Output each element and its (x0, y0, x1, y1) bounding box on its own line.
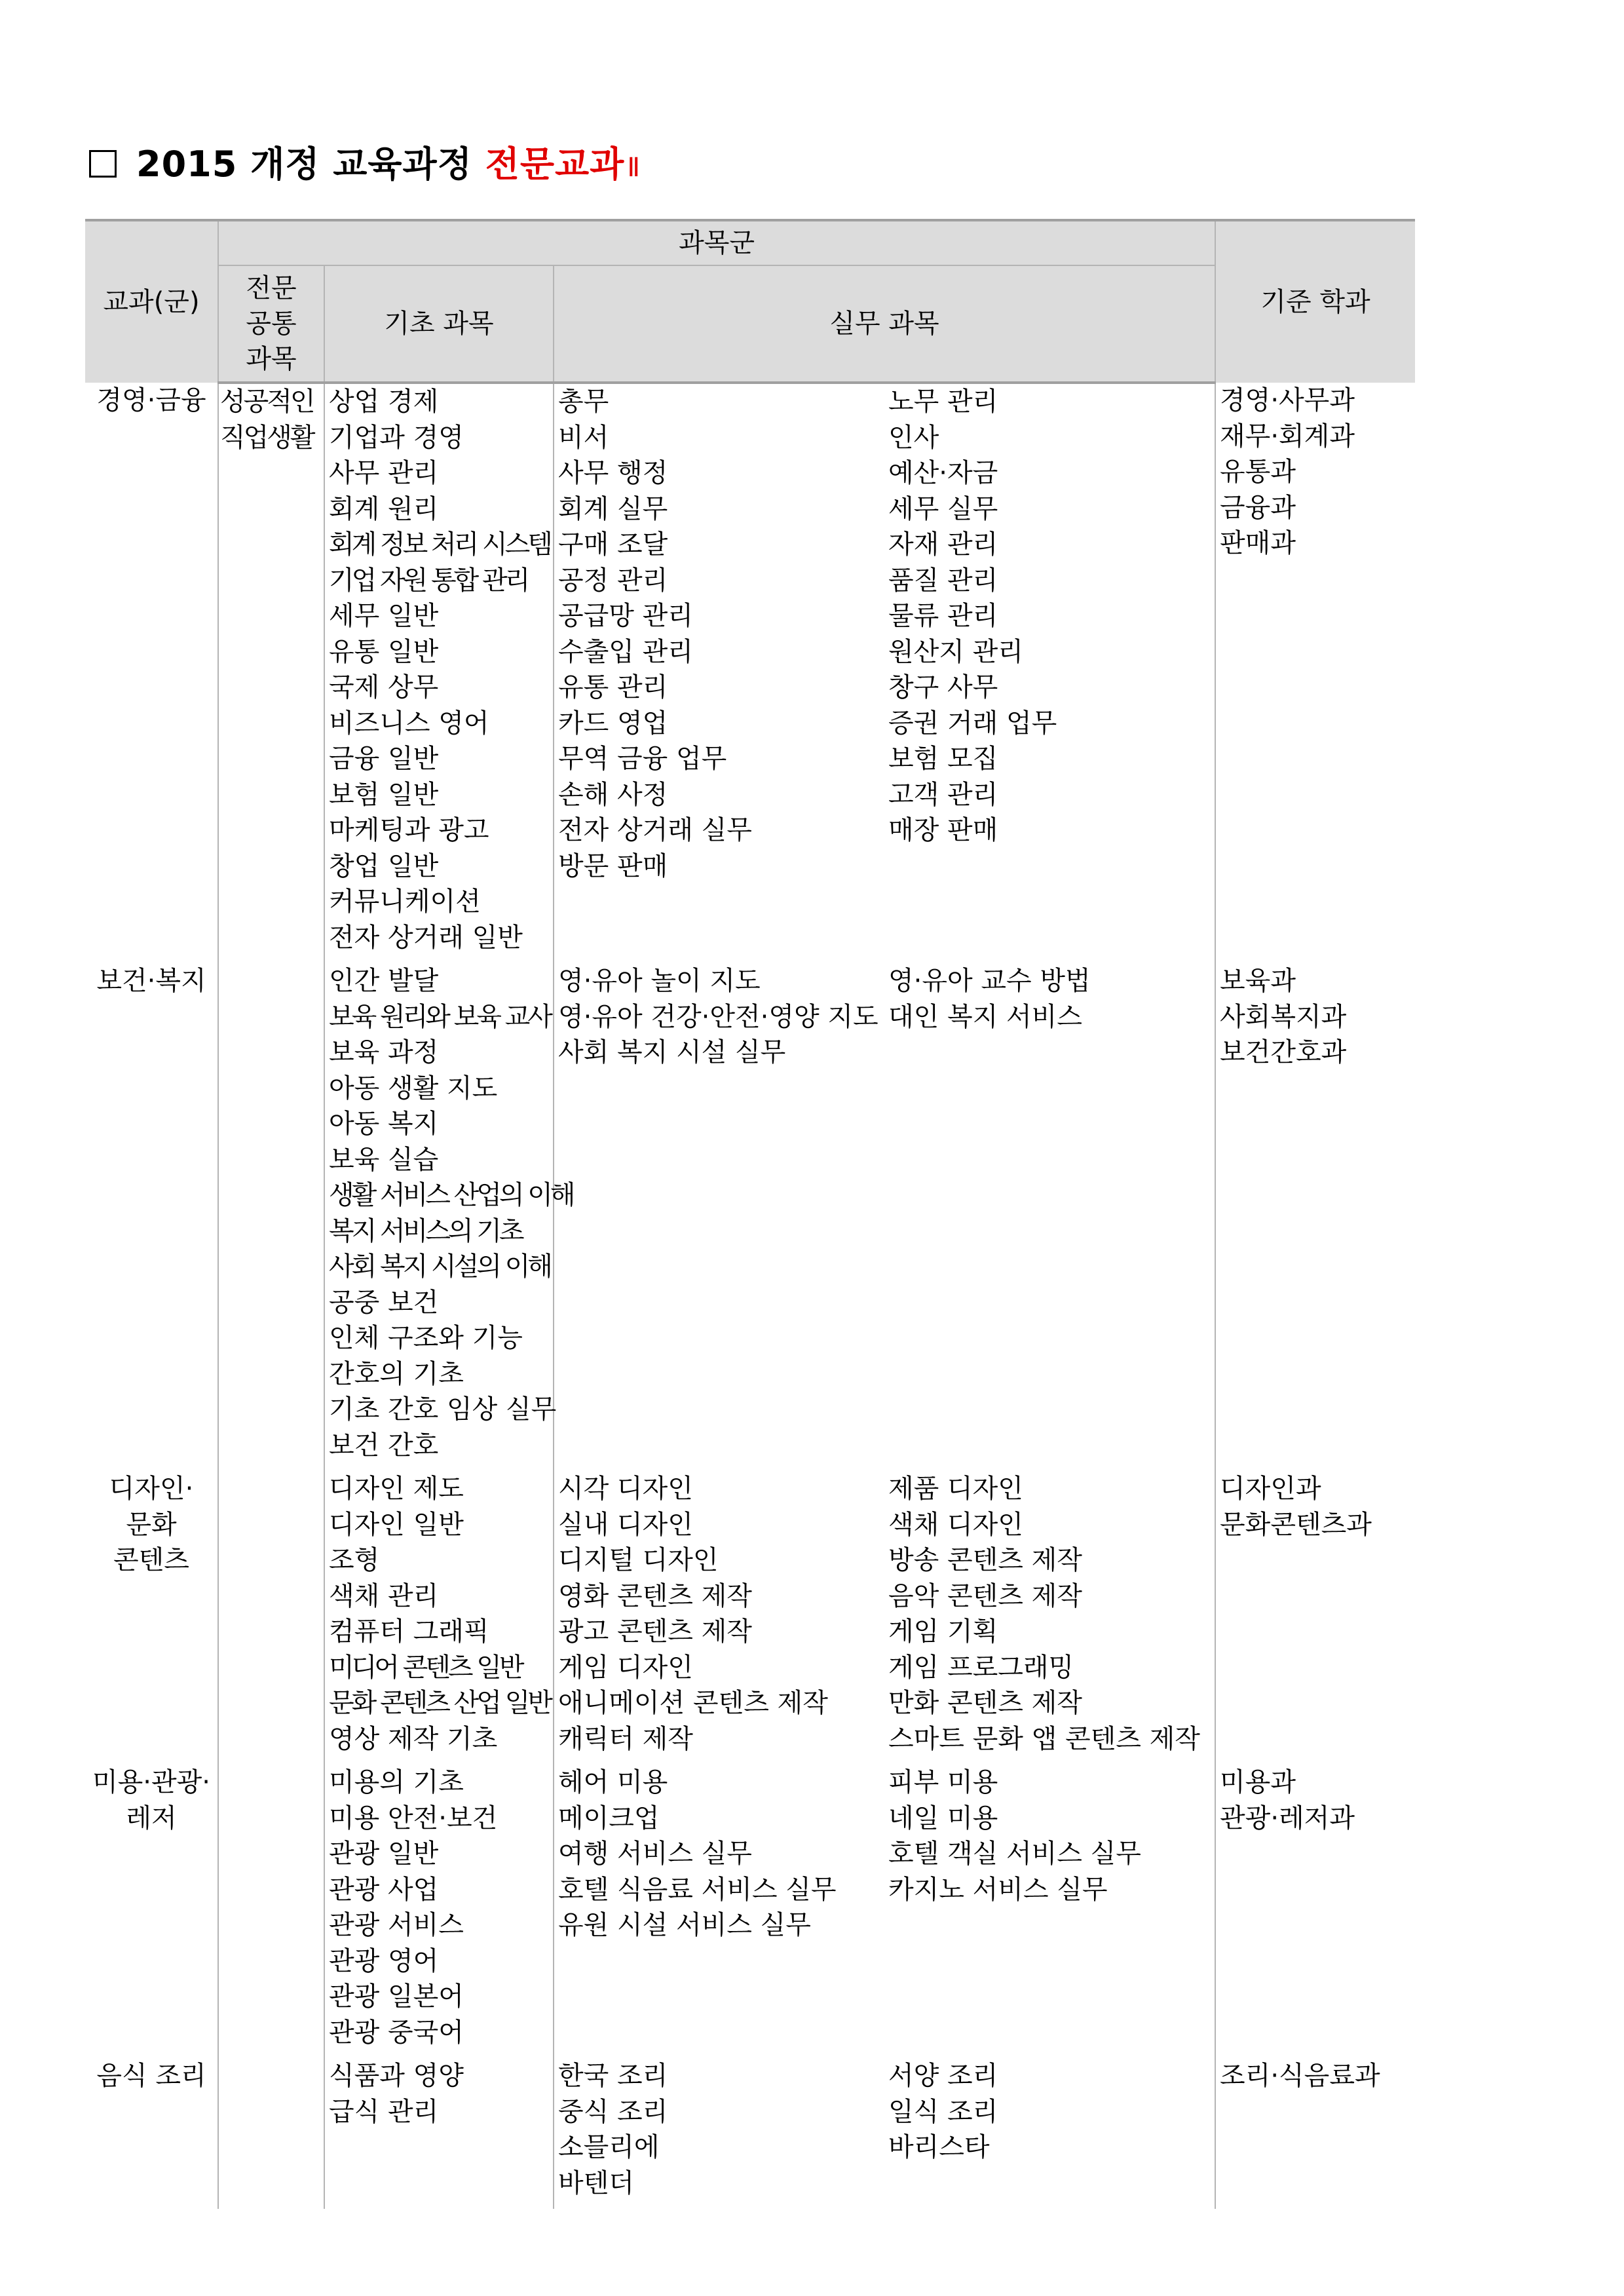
subject-item: 마케팅과 광고 (329, 815, 489, 845)
field-cell (85, 1471, 218, 1765)
table-row (85, 1471, 1415, 1765)
subject-item: 영·유아 놀이 지도 (558, 966, 761, 996)
field-cell (85, 963, 218, 1471)
subject-item: 보건 간호 (329, 1430, 439, 1461)
subject-item: 전자 상거래 실무 (558, 815, 752, 845)
subject-item: 색채 관리 (329, 1580, 439, 1611)
table-row (85, 383, 1415, 963)
common-subject-cell (218, 383, 324, 963)
subject-item: 조형 (329, 1545, 380, 1575)
subject-item: 상업 경제 (329, 387, 439, 417)
subject-item: 비즈니스 영어 (329, 708, 489, 738)
subject-item: 실내 디자인 (558, 1509, 693, 1540)
subject-item: 전자 상거래 일반 (329, 922, 523, 953)
subject-item: 자재 관리 (888, 529, 998, 560)
subject-item: 공급망 관리 (558, 601, 693, 631)
subject-item: 디자인과 (1220, 1474, 1321, 1504)
subject-item: 간호의 기초 (329, 1358, 464, 1389)
subject-item: 금융과 (1220, 492, 1296, 523)
page-title (89, 136, 641, 187)
subject-item: 게임 프로그래밍 (888, 1652, 1074, 1683)
title-prefix: 2015 개정 교육과정 (136, 144, 485, 185)
subject-item: 관광 일반 (329, 1839, 439, 1869)
subject-item: 커뮤니케이션 (329, 887, 481, 917)
subject-item: 네일 미용 (888, 1803, 998, 1833)
subject-item: 디자인 일반 (329, 1509, 464, 1540)
subject-item: 총무 (558, 387, 609, 417)
subject-item: 헤어 미용 (558, 1767, 668, 1797)
subject-item: 보육과 (1220, 966, 1296, 996)
subject-item: 인체 구조와 기능 (329, 1323, 523, 1353)
common-subject: 성공적인 직업생활 (220, 387, 314, 453)
subject-item: 메이크업 (558, 1803, 660, 1833)
standard-dept-cell (1215, 2058, 1415, 2209)
subject-item: 보험 일반 (329, 779, 439, 810)
subject-item: 애니메이션 콘텐츠 제작 (558, 1688, 828, 1718)
subject-item: 매장 판매 (888, 815, 998, 845)
subject-item: 한국 조리 (558, 2061, 668, 2091)
subject-item: 관광·레저과 (1220, 1803, 1355, 1833)
subject-item: 경영·사무과 (1220, 385, 1355, 415)
field-label: 보건·복지 (96, 966, 206, 996)
practical-subjects-cell (884, 2058, 1215, 2209)
subject-item: 수출입 관리 (558, 636, 693, 667)
subject-item: 사회 복지 시설의 이해 (329, 1252, 550, 1282)
subject-item: 미디어 콘텐츠 일반 (329, 1652, 522, 1683)
subject-item: 사무 행정 (558, 458, 668, 488)
subject-item: 바텐더 (558, 2168, 634, 2198)
subject-item: 기초 간호 임상 실무 (329, 1394, 557, 1425)
subject-item: 디자인 제도 (329, 1474, 464, 1504)
subject-item: 창구 사무 (888, 672, 998, 702)
field-cell (85, 2058, 218, 2209)
subject-item: 색채 디자인 (888, 1509, 1023, 1540)
subject-item: 카지노 서비스 실무 (888, 1874, 1108, 1905)
practical-subjects-cell (554, 1765, 884, 2058)
subject-item: 캐릭터 제작 (558, 1723, 693, 1754)
subject-item: 고객 관리 (888, 779, 998, 810)
subject-item: 보육 원리와 보육 교사 (329, 1001, 550, 1032)
subject-item: 금융 일반 (329, 744, 439, 774)
subject-item: 회계 원리 (329, 493, 439, 524)
subject-item: 방송 콘텐츠 제작 (888, 1545, 1082, 1575)
subject-item: 공중 보건 (329, 1287, 439, 1318)
subject-item: 인사 (888, 422, 939, 453)
subject-item: 미용 안전·보건 (329, 1803, 498, 1833)
subject-item: 창업 일반 (329, 851, 439, 881)
header-field: 교과(군) (85, 220, 218, 383)
subject-item: 스마트 문화 앱 콘텐츠 제작 (888, 1723, 1200, 1754)
practical-subjects-cell (884, 963, 1215, 1471)
subject-item: 영·유아 건강·안전·영양 지도 (558, 1001, 878, 1032)
subject-item: 사회복지과 (1220, 1001, 1347, 1032)
field-label: 미용·관광· 레저 (92, 1767, 210, 1833)
subject-item: 세무 실무 (888, 493, 998, 524)
subject-item: 만화 콘텐츠 제작 (888, 1688, 1082, 1718)
subject-item: 사회 복지 시설 실무 (558, 1037, 786, 1067)
subject-item: 원산지 관리 (888, 636, 1023, 667)
practical-subjects-cell (884, 383, 1215, 963)
practical-subjects-cell (884, 1765, 1215, 2058)
field-label: 음식 조리 (96, 2061, 206, 2091)
subject-item: 컴퓨터 그래픽 (329, 1617, 489, 1647)
field-label: 디자인· 문화 콘텐츠 (109, 1474, 194, 1575)
subject-item: 게임 디자인 (558, 1652, 693, 1683)
subject-item: 카드 영업 (558, 708, 668, 738)
common-subject-cell (218, 1765, 324, 2058)
subject-item: 영·유아 교수 방법 (888, 966, 1091, 996)
subject-item: 회계 실무 (558, 493, 668, 524)
practical-subjects-cell (554, 383, 884, 963)
subject-item: 중식 조리 (558, 2096, 668, 2127)
field-label: 경영·금융 (96, 385, 206, 415)
basic-subjects-cell (324, 1471, 554, 1765)
subject-item: 피부 미용 (888, 1767, 998, 1797)
curriculum-table (85, 219, 1415, 2209)
common-subject-cell (218, 2058, 324, 2209)
field-cell (85, 1765, 218, 2058)
subject-item: 유통과 (1220, 457, 1296, 487)
subject-item: 식품과 영양 (329, 2061, 464, 2091)
subject-item: 유원 시설 서비스 실무 (558, 1910, 811, 1940)
subject-item: 보건간호과 (1220, 1037, 1347, 1067)
subject-item: 소믈리에 (558, 2132, 660, 2162)
common-subject-cell (218, 963, 324, 1471)
title-highlight: 전문교과 (485, 144, 625, 185)
standard-dept-cell (1215, 383, 1415, 963)
subject-item: 세무 일반 (329, 601, 439, 631)
subject-item: 무역 금융 업무 (558, 744, 727, 774)
subject-item: 여행 서비스 실무 (558, 1839, 752, 1869)
subject-item: 인간 발달 (329, 966, 439, 996)
subject-item: 예산·자금 (888, 458, 998, 488)
subject-item: 공정 관리 (558, 565, 668, 596)
subject-item: 문화콘텐츠과 (1220, 1509, 1372, 1540)
subject-item: 손해 사정 (558, 779, 668, 810)
subject-item: 관광 일본어 (329, 1981, 464, 2012)
subject-item: 회계 정보 처리 시스템 (329, 529, 550, 560)
subject-item: 조리·식음료과 (1220, 2061, 1380, 2091)
subject-item: 아동 생활 지도 (329, 1073, 498, 1103)
subject-item: 서양 조리 (888, 2061, 998, 2091)
subject-item: 영상 제작 기초 (329, 1723, 498, 1754)
practical-subjects-cell (554, 1471, 884, 1765)
subject-item: 바리스타 (888, 2132, 990, 2162)
basic-subjects-cell (324, 383, 554, 963)
subject-item: 급식 관리 (329, 2096, 439, 2127)
subject-item: 음악 콘텐츠 제작 (888, 1580, 1082, 1611)
subject-item: 영화 콘텐츠 제작 (558, 1580, 752, 1611)
subject-item: 관광 사업 (329, 1874, 439, 1905)
subject-item: 재무·회계과 (1220, 421, 1355, 451)
header-common: 전문 공통 과목 (218, 265, 324, 383)
field-cell (85, 383, 218, 963)
header-practical: 실무 과목 (554, 265, 1215, 383)
subject-item: 국제 상무 (329, 672, 439, 702)
subject-item: 생활 서비스 산업의 이해 (329, 1180, 573, 1210)
subject-item: 유통 관리 (558, 672, 668, 702)
subject-item: 호텔 식음료 서비스 실무 (558, 1874, 837, 1905)
subject-item: 관광 중국어 (329, 2017, 464, 2048)
subject-item: 문화 콘텐츠 산업 일반 (329, 1688, 550, 1718)
subject-item: 사무 관리 (329, 458, 439, 488)
subject-item: 방문 판매 (558, 851, 668, 881)
table-row (85, 1765, 1415, 2058)
standard-dept-cell (1215, 1765, 1415, 2058)
basic-subjects-cell (324, 2058, 554, 2209)
subject-item: 보험 모집 (888, 744, 998, 774)
subject-item: 미용과 (1220, 1767, 1296, 1797)
subject-item: 아동 복지 (329, 1109, 439, 1139)
subject-item: 미용의 기초 (329, 1767, 464, 1797)
basic-subjects-cell (324, 1765, 554, 2058)
table-row (85, 2058, 1415, 2209)
subject-item: 보육 실습 (329, 1144, 439, 1175)
subject-item: 유통 일반 (329, 636, 439, 667)
subject-item: 게임 기획 (888, 1617, 998, 1647)
header-standard-dept: 기준 학과 (1215, 220, 1415, 383)
subject-item: 복지 서비스의 기초 (329, 1215, 522, 1246)
subject-item: 구매 조달 (558, 529, 668, 560)
standard-dept-cell (1215, 1471, 1415, 1765)
checkbox-square-icon (89, 150, 117, 178)
practical-subjects-cell (554, 963, 884, 1471)
standard-dept-cell (1215, 963, 1415, 1471)
subject-item: 디지털 디자인 (558, 1545, 719, 1575)
practical-subjects-cell (884, 1471, 1215, 1765)
subject-item: 호텔 객실 서비스 실무 (888, 1839, 1141, 1869)
title-suffix: Ⅱ (627, 153, 641, 183)
subject-item: 보육 과정 (329, 1037, 439, 1067)
basic-subjects-cell (324, 963, 573, 1471)
subject-item: 비서 (558, 422, 609, 453)
subject-item: 노무 관리 (888, 387, 998, 417)
subject-item: 관광 서비스 (329, 1910, 464, 1940)
subject-item: 증권 거래 업무 (888, 708, 1057, 738)
subject-item: 시각 디자인 (558, 1474, 693, 1504)
subject-item: 기업과 경영 (329, 422, 464, 453)
subject-item: 광고 콘텐츠 제작 (558, 1617, 752, 1647)
header-subject-group: 과목군 (218, 220, 1215, 265)
subject-item: 관광 영어 (329, 1945, 439, 1976)
subject-item: 기업 자원 통합 관리 (329, 565, 528, 596)
subject-item: 대인 복지 서비스 (888, 1001, 1082, 1032)
subject-item: 판매과 (1220, 528, 1296, 558)
table-row (85, 963, 1415, 1471)
subject-item: 제품 디자인 (888, 1474, 1023, 1504)
common-subject-cell (218, 1471, 324, 1765)
subject-item: 품질 관리 (888, 565, 998, 596)
subject-item: 일식 조리 (888, 2096, 998, 2127)
practical-subjects-cell (554, 2058, 884, 2209)
subject-item: 물류 관리 (888, 601, 998, 631)
header-basic: 기초 과목 (324, 265, 554, 383)
